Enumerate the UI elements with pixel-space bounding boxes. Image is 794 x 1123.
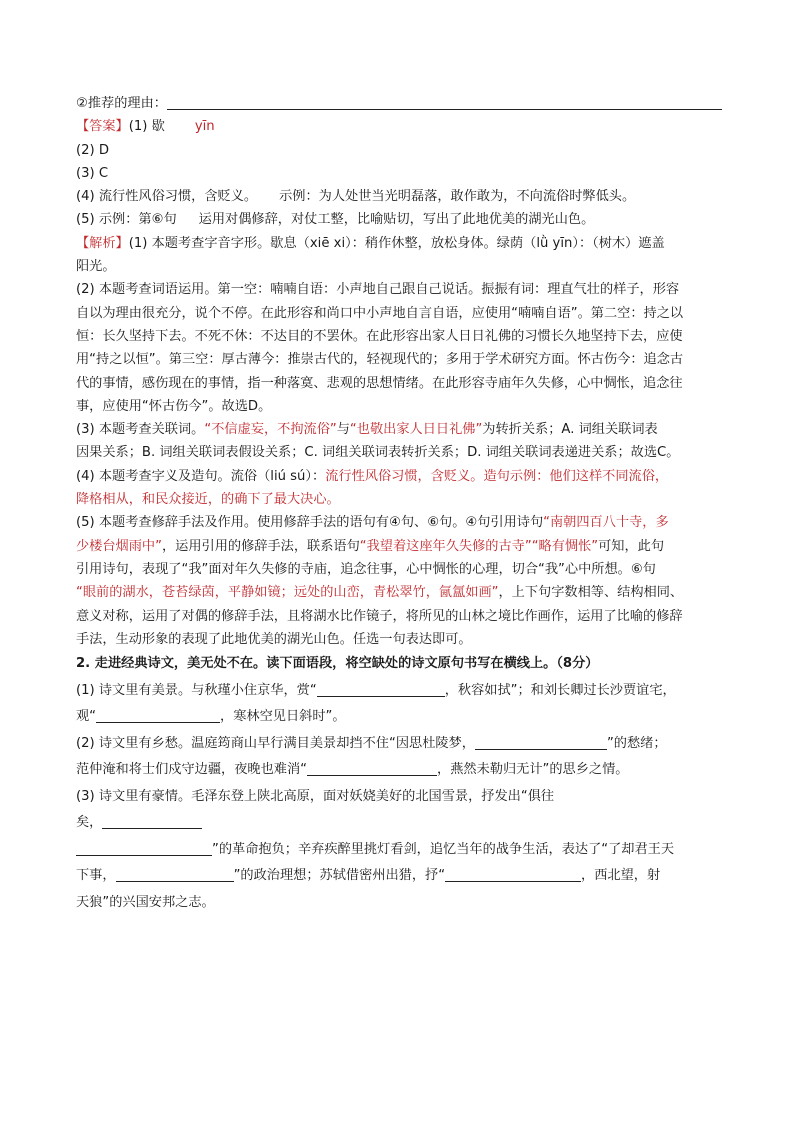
answer-tag: 【答案】 bbox=[76, 119, 129, 135]
q2-s3-line-1: (3) 诗文里有豪情。毛泽东登上陕北高原，面对妖娆美好的北国雪景，抒发出“俱往 bbox=[76, 788, 555, 804]
q2-blank-3[interactable] bbox=[475, 734, 607, 750]
q2-s3-text-d: 下事， bbox=[76, 868, 116, 884]
analysis-5-quote-end: 少楼台烟雨中” bbox=[76, 538, 162, 554]
q2-s1-line-2 bbox=[76, 704, 726, 731]
q2-blank-6[interactable] bbox=[76, 840, 212, 856]
reason-label: ②推荐的理由： bbox=[76, 96, 167, 111]
analysis-3-intro: (3) 本题考查关联词。 bbox=[76, 422, 205, 438]
q2-s1-text-b: ，秋容如拭”；和刘长卿过长沙贾谊宅， bbox=[444, 682, 676, 698]
q2-blank-1[interactable] bbox=[317, 681, 445, 697]
q2-s3-text-f: ，西北望，射 bbox=[581, 868, 661, 884]
answer-line-3: (3) C bbox=[76, 165, 109, 181]
analysis-3-quote-2: “也敬出家人日日礼佛” bbox=[349, 422, 483, 438]
answer-4-meaning: (4) 流行性风俗习惯，含贬义。 bbox=[76, 189, 258, 205]
analysis-2-line-1: (2) 本题考查词语运用。第一空：喃喃自语：小声地自己跟自己说话。振振有词：理直气壮的样子，形容 bbox=[76, 282, 680, 298]
q2-s1-text-c: 观“ bbox=[76, 709, 97, 725]
q2-s3-text-b: 矣， bbox=[76, 815, 103, 831]
analysis-3-line-1 bbox=[76, 418, 726, 441]
q2-s2-line-1 bbox=[76, 731, 726, 758]
q2-s3-line-4 bbox=[76, 863, 726, 890]
answer-1-pinyin: yīn bbox=[194, 119, 215, 135]
q2-s2-text-d: ，燕然未勒归无计”的思乡之情。 bbox=[437, 762, 629, 778]
analysis-5-line-3: 引用诗句，表现了“我”面对年久失修的寺庙，追念往事，心中惆怅的心理，切合“我”心中所想。⑥句 bbox=[76, 561, 656, 577]
analysis-tag: 【解析】 bbox=[76, 235, 129, 251]
reason-blank[interactable] bbox=[167, 94, 722, 110]
answer-4-example: 示例：为人处世当光明磊落，敢作敢为，不向流俗时弊低头。 bbox=[279, 189, 636, 205]
q2-s2-text-a: (2) 诗文里有乡愁。温庭筠商山早行满目美景却挡不住“因思杜陵梦， bbox=[76, 735, 475, 751]
analysis-3-line-2: 因果关系；B. 词组关联词表假设关系；C. 词组关联词表转折关系；D. 词组关联词表递进关系；故选C。 bbox=[76, 445, 680, 461]
analysis-5-intro: (5) 本题考查修辞手法及作用。使用修辞手法的语句有④句、⑥句。④句引用诗句 bbox=[76, 515, 544, 531]
analysis-5-structure: ，上下句字数相等、结构相同、 bbox=[498, 585, 684, 601]
document-page bbox=[76, 92, 726, 916]
analysis-5-link: ，运用引用的修辞手法，联系语句 bbox=[161, 538, 360, 554]
q2-blank-5[interactable] bbox=[102, 813, 202, 829]
analysis-5-conclude: 可知，此句 bbox=[598, 538, 665, 554]
analysis-5-line-1 bbox=[76, 511, 726, 534]
q2-blank-7[interactable] bbox=[116, 866, 234, 882]
analysis-1-text: (1) 本题考查字音字形。歇息（xiē xi）：稍作休整，放松身体。绿荫（lǜ yīn）：（树木）遮盖 bbox=[128, 235, 665, 251]
analysis-4-highlight: 流行性风俗习惯，含贬义。造句示例：他们这样不同流俗， bbox=[325, 468, 669, 484]
analysis-line-2: 阳光。 bbox=[76, 259, 116, 275]
q2-s2-text-b: ”的愁绪； bbox=[606, 735, 667, 751]
analysis-5-quote-start: “南朝四百八十寺，多 bbox=[543, 515, 669, 531]
answer-1: (1) 歇 bbox=[128, 119, 165, 135]
q2-s3-line-2 bbox=[76, 810, 726, 837]
analysis-5-line-5: 意义对称，运用了对偶的修辞手法，且将湖水比作镜子，将所见的山林之境比作画作，运用了比喻的修辞 bbox=[76, 608, 683, 624]
analysis-line-1 bbox=[76, 232, 726, 255]
analysis-2-line-6: 事，应使用“怀古伤今”。故选D。 bbox=[76, 398, 272, 414]
analysis-3-and: 与 bbox=[336, 422, 350, 438]
q2-s3-line-5: 天狼”的兴国安邦之志。 bbox=[76, 894, 215, 910]
answer-5-reason: 运用对偶修辞，对仗工整，比喻贴切，写出了此地优美的湖光山色。 bbox=[198, 212, 595, 228]
answer-line-5 bbox=[76, 208, 726, 231]
analysis-5-line-2 bbox=[76, 535, 726, 558]
analysis-5-line-4 bbox=[76, 581, 726, 604]
analysis-5-context-2: “略有惆怅” bbox=[531, 538, 599, 554]
q2-blank-2[interactable] bbox=[96, 707, 220, 723]
analysis-5-line-6: 手法，生动形象的表现了此地优美的湖光山色。任选一句表达即可。 bbox=[76, 631, 472, 647]
analysis-2-line-4: 用“持之以恒”。第三空：厚古薄今：推崇古代的，轻视现代的；多用于学术研究方面。怀古伤今：追念古 bbox=[76, 352, 684, 368]
q2-s3-line-3 bbox=[76, 837, 726, 864]
analysis-4-line-2: 降格相从，和民众接近，的确下了最大决心。 bbox=[76, 492, 340, 508]
q2-s2-text-c: 范仲淹和将士们戍守边疆，夜晚也难消“ bbox=[76, 762, 308, 778]
q2-s3-text-e: ”的政治理想；苏轼借密州出猎，抒“ bbox=[233, 868, 446, 884]
analysis-3-quote-1: “不信虚妄，不拘流俗” bbox=[204, 422, 337, 438]
analysis-3-rest: 为转折关系；A. 词组关联词表 bbox=[482, 422, 658, 438]
q2-blank-8[interactable] bbox=[445, 866, 581, 882]
analysis-2-line-5: 代的事情，感伤现在的事情，指一种落寞、悲观的思想情绪。在此形容寺庙年久失修，心中惆怅，追念往 bbox=[76, 375, 683, 391]
analysis-5-context-1: “我望着这座年久失修的古寺” bbox=[359, 538, 532, 554]
answer-line-4 bbox=[76, 185, 726, 208]
q2-s1-text-a: (1) 诗文里有美景。与秋瑾小住京华，赏“ bbox=[76, 682, 317, 698]
question-2-title: 2. 走进经典诗文，美无处不在。读下面语段，将空缺处的诗文原句书写在横线上。（8分） bbox=[76, 656, 599, 672]
analysis-2-line-2: 自以为理由很充分，说个不停。在此形容和尚口中小声地自言自语，应使用“喃喃自语”。第二空：持之以 bbox=[76, 305, 684, 321]
analysis-5-sentence-6: “眼前的湖水，苍苔绿茵，平静如镜；远处的山峦，青松翠竹，氤氲如画” bbox=[76, 585, 499, 601]
analysis-4-line-1 bbox=[76, 465, 726, 488]
reason-line bbox=[76, 92, 726, 115]
analysis-2-line-3: 恒：长久坚持下去。不死不休：不达目的不罢休。在此形容出家人日日礼佛的习惯长久地坚持下去，应使 bbox=[76, 328, 683, 344]
q2-s1-line-1 bbox=[76, 678, 726, 705]
answer-5-choice: (5) 示例：第⑥句 bbox=[76, 212, 177, 228]
analysis-4-intro: (4) 本题考查字义及造句。流俗（liú sú）： bbox=[76, 468, 326, 484]
q2-blank-4[interactable] bbox=[307, 760, 437, 776]
answer-line-1 bbox=[76, 115, 726, 138]
q2-s1-text-d: ，寒林空见日斜时”。 bbox=[220, 709, 346, 725]
answer-line-2: (2) D bbox=[76, 142, 110, 158]
q2-s3-text-c: ”的革命抱负；辛弃疾醉里挑灯看剑，追忆当年的战争生活，表达了“了却君王天 bbox=[212, 841, 675, 857]
q2-s2-line-2 bbox=[76, 757, 726, 784]
